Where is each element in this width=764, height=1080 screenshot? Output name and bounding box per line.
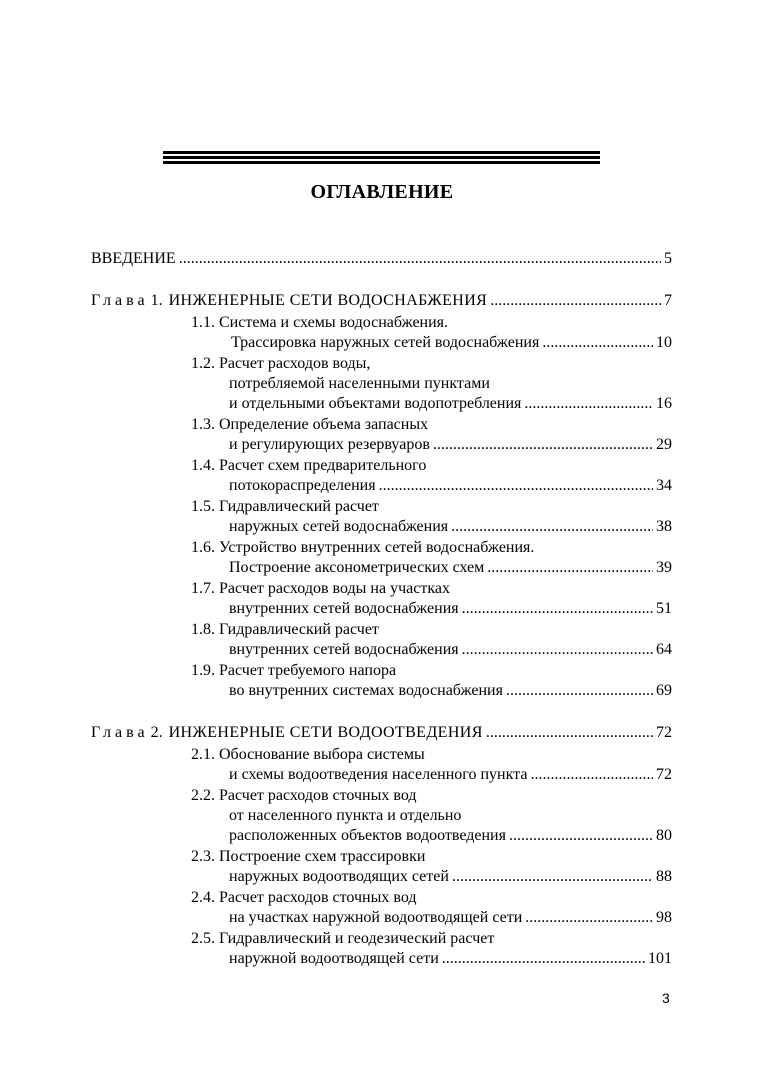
toc-page-number: 10 bbox=[656, 334, 672, 351]
toc-section-1-1[interactable] bbox=[231, 333, 672, 353]
chapter-prefix: Глава bbox=[91, 724, 149, 741]
toc-section-1-5[interactable] bbox=[229, 517, 672, 537]
toc-section-2-5[interactable] bbox=[229, 949, 672, 969]
chapter-title: ИНЖЕНЕРНЫЕ СЕТИ ВОДООТВЕДЕНИЯ bbox=[168, 724, 483, 741]
toc-section-label: Трассировка наружных сетей водоснабжения bbox=[231, 334, 540, 351]
toc-section-label: 1.5. Гидравлический расчет bbox=[191, 498, 379, 515]
dot-leader bbox=[452, 867, 653, 887]
toc-page-number: 88 bbox=[656, 868, 672, 885]
toc-section-label: расположенных объектов водоотведения bbox=[229, 827, 506, 844]
dot-leader bbox=[525, 908, 653, 928]
toc-section-label: Построение аксонометрических схем bbox=[229, 559, 485, 576]
toc-page-number: 98 bbox=[656, 909, 672, 926]
toc-section-label: 1.2. Расчет расходов воды, bbox=[191, 355, 371, 372]
toc-chapter-1[interactable] bbox=[91, 291, 672, 311]
toc-section-1-6[interactable] bbox=[229, 558, 672, 578]
toc-section-2-1[interactable] bbox=[229, 765, 672, 785]
decorative-rule bbox=[163, 161, 600, 164]
toc-page-number: 80 bbox=[656, 827, 672, 844]
toc-section-label: во внутренних системах водоснабжения bbox=[229, 682, 503, 699]
toc-section-label: 1.4. Расчет схем предварительного bbox=[191, 457, 427, 474]
toc-section-label: 2.5. Гидравлический и геодезический расчет bbox=[191, 930, 495, 947]
dot-leader bbox=[542, 333, 653, 353]
toc-page-number: 101 bbox=[648, 950, 672, 967]
toc-chapter-2[interactable] bbox=[91, 723, 672, 743]
toc-page-number: 69 bbox=[656, 682, 672, 699]
toc-section-label: 1.6. Устройство внутренних сетей водоснабжения. bbox=[191, 539, 535, 556]
toc-page-number: 64 bbox=[656, 641, 672, 658]
dot-leader bbox=[486, 723, 653, 743]
chapter-prefix: Глава bbox=[91, 292, 149, 309]
toc-entry-label: ВВЕДЕНИЕ bbox=[91, 250, 176, 267]
toc-section-label: 1.9. Расчет требуемого напора bbox=[191, 662, 397, 679]
toc-section-label: 2.2. Расчет расходов сточных вод bbox=[191, 787, 417, 804]
dot-leader bbox=[451, 517, 653, 537]
dot-leader bbox=[524, 394, 653, 414]
toc-section-1-7[interactable] bbox=[229, 599, 672, 619]
decorative-rule bbox=[163, 151, 600, 154]
toc-section-label: 2.1. Обоснование выбора системы bbox=[191, 746, 425, 763]
toc-section-label: 1.7. Расчет расходов воды на участках bbox=[191, 580, 450, 597]
dot-leader bbox=[442, 949, 645, 969]
toc-page-number: 16 bbox=[656, 395, 672, 412]
toc-section-label: наружных водоотводящих сетей bbox=[229, 868, 449, 885]
toc-section-label: 1.3. Определение объема запасных bbox=[191, 416, 429, 433]
dot-leader bbox=[490, 291, 661, 311]
toc-section-label: 1.1. Система и схемы водоснабжения. bbox=[191, 314, 449, 331]
toc-section-label: наружных сетей водоснабжения bbox=[229, 518, 449, 535]
chapter-number: 1. bbox=[150, 292, 163, 309]
toc-section-2-3[interactable] bbox=[229, 867, 672, 887]
dot-leader bbox=[179, 249, 661, 269]
toc-section-label: 2.4. Расчет расходов сточных вод bbox=[191, 889, 417, 906]
toc-page-number: 7 bbox=[664, 292, 672, 309]
toc-section-1-2[interactable] bbox=[229, 394, 672, 414]
dot-leader bbox=[509, 826, 653, 846]
chapter-number: 2. bbox=[150, 724, 163, 741]
toc-section-label: 2.3. Построение схем трассировки bbox=[191, 848, 426, 865]
dot-leader bbox=[462, 599, 653, 619]
toc-section-2-2[interactable] bbox=[229, 826, 672, 846]
toc-section-2-4[interactable] bbox=[229, 908, 672, 928]
toc-section-label: потокораспределения bbox=[229, 477, 376, 494]
toc-section-1-8[interactable] bbox=[229, 640, 672, 660]
toc-section-1-4[interactable] bbox=[229, 476, 672, 496]
dot-leader bbox=[462, 640, 653, 660]
toc-entry-intro[interactable] bbox=[91, 249, 672, 269]
chapter-title: ИНЖЕНЕРНЫЕ СЕТИ ВОДОСНАБЖЕНИЯ bbox=[168, 292, 488, 309]
page-title: ОГЛАВЛЕНИЕ bbox=[310, 181, 454, 203]
toc-page-number: 39 bbox=[656, 559, 672, 576]
toc-section-label: внутренних сетей водоснабжения bbox=[229, 600, 459, 617]
toc-section-label: внутренних сетей водоснабжения bbox=[229, 641, 459, 658]
toc-page-number: 38 bbox=[656, 518, 672, 535]
page-number: 3 bbox=[662, 990, 670, 1006]
toc-section-label: и регулирующих резервуаров bbox=[229, 436, 430, 453]
toc-section-label: и отдельными объектами водопотребления bbox=[229, 395, 522, 412]
toc-page-number: 5 bbox=[664, 250, 672, 267]
toc-page-number: 34 bbox=[656, 477, 672, 494]
dot-leader bbox=[433, 435, 653, 455]
toc-page-number: 29 bbox=[656, 436, 672, 453]
dot-leader bbox=[506, 681, 653, 701]
toc-section-label: на участках наружной водоотводящей сети bbox=[229, 909, 523, 926]
toc-section-label: и схемы водоотведения населенного пункта bbox=[229, 766, 528, 783]
dot-leader bbox=[487, 558, 653, 578]
dot-leader bbox=[379, 476, 653, 496]
toc-page-number: 72 bbox=[656, 766, 672, 783]
decorative-rule bbox=[163, 156, 600, 159]
toc-section-label: потребляемой населенными пунктами bbox=[229, 375, 490, 392]
toc-page-number: 51 bbox=[656, 600, 672, 617]
dot-leader bbox=[530, 765, 653, 785]
toc-section-1-9[interactable] bbox=[229, 681, 672, 701]
toc-section-label: от населенного пункта и отдельно bbox=[229, 807, 462, 824]
toc-page-number: 72 bbox=[656, 724, 672, 741]
toc-section-label: наружной водоотводящей сети bbox=[229, 950, 439, 967]
toc-section-1-3[interactable] bbox=[229, 435, 672, 455]
toc-section-label: 1.8. Гидравлический расчет bbox=[191, 621, 379, 638]
